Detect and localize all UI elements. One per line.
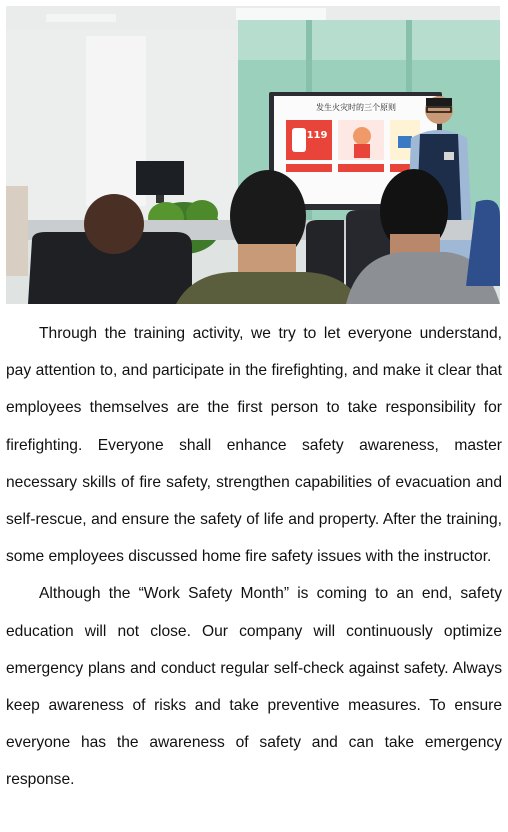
screen-title: 发生火灾时的三个原则 <box>316 103 396 112</box>
training-photo <box>6 6 500 304</box>
article-body <box>6 315 502 799</box>
article-paragraph: Although the “Work Safety Month” is coming to an end, safety education will not close. Our company will continuously optimize emergency plans and conduct regular self-check against safety. Always keep awareness of risks and take preventive measures. To ensure everyone has the awareness of safety and can take emergency response. <box>6 585 502 789</box>
screen-panel-number: 119 <box>306 130 328 141</box>
article-paragraph: Through the training activity, we try to let everyone understand, pay attention to, and participate in the firefighting, and make it clear that employees themselves are the first person to take responsibility for firefighting. Everyone shall enhance safety awareness, master necessary skills of fire safety, strengthen capabilities of evacuation and self-rescue, and ensure the safety of life and property. After the training, some employees discussed home fire safety issues with the instructor. <box>6 325 502 566</box>
training-scene-image <box>6 6 500 304</box>
